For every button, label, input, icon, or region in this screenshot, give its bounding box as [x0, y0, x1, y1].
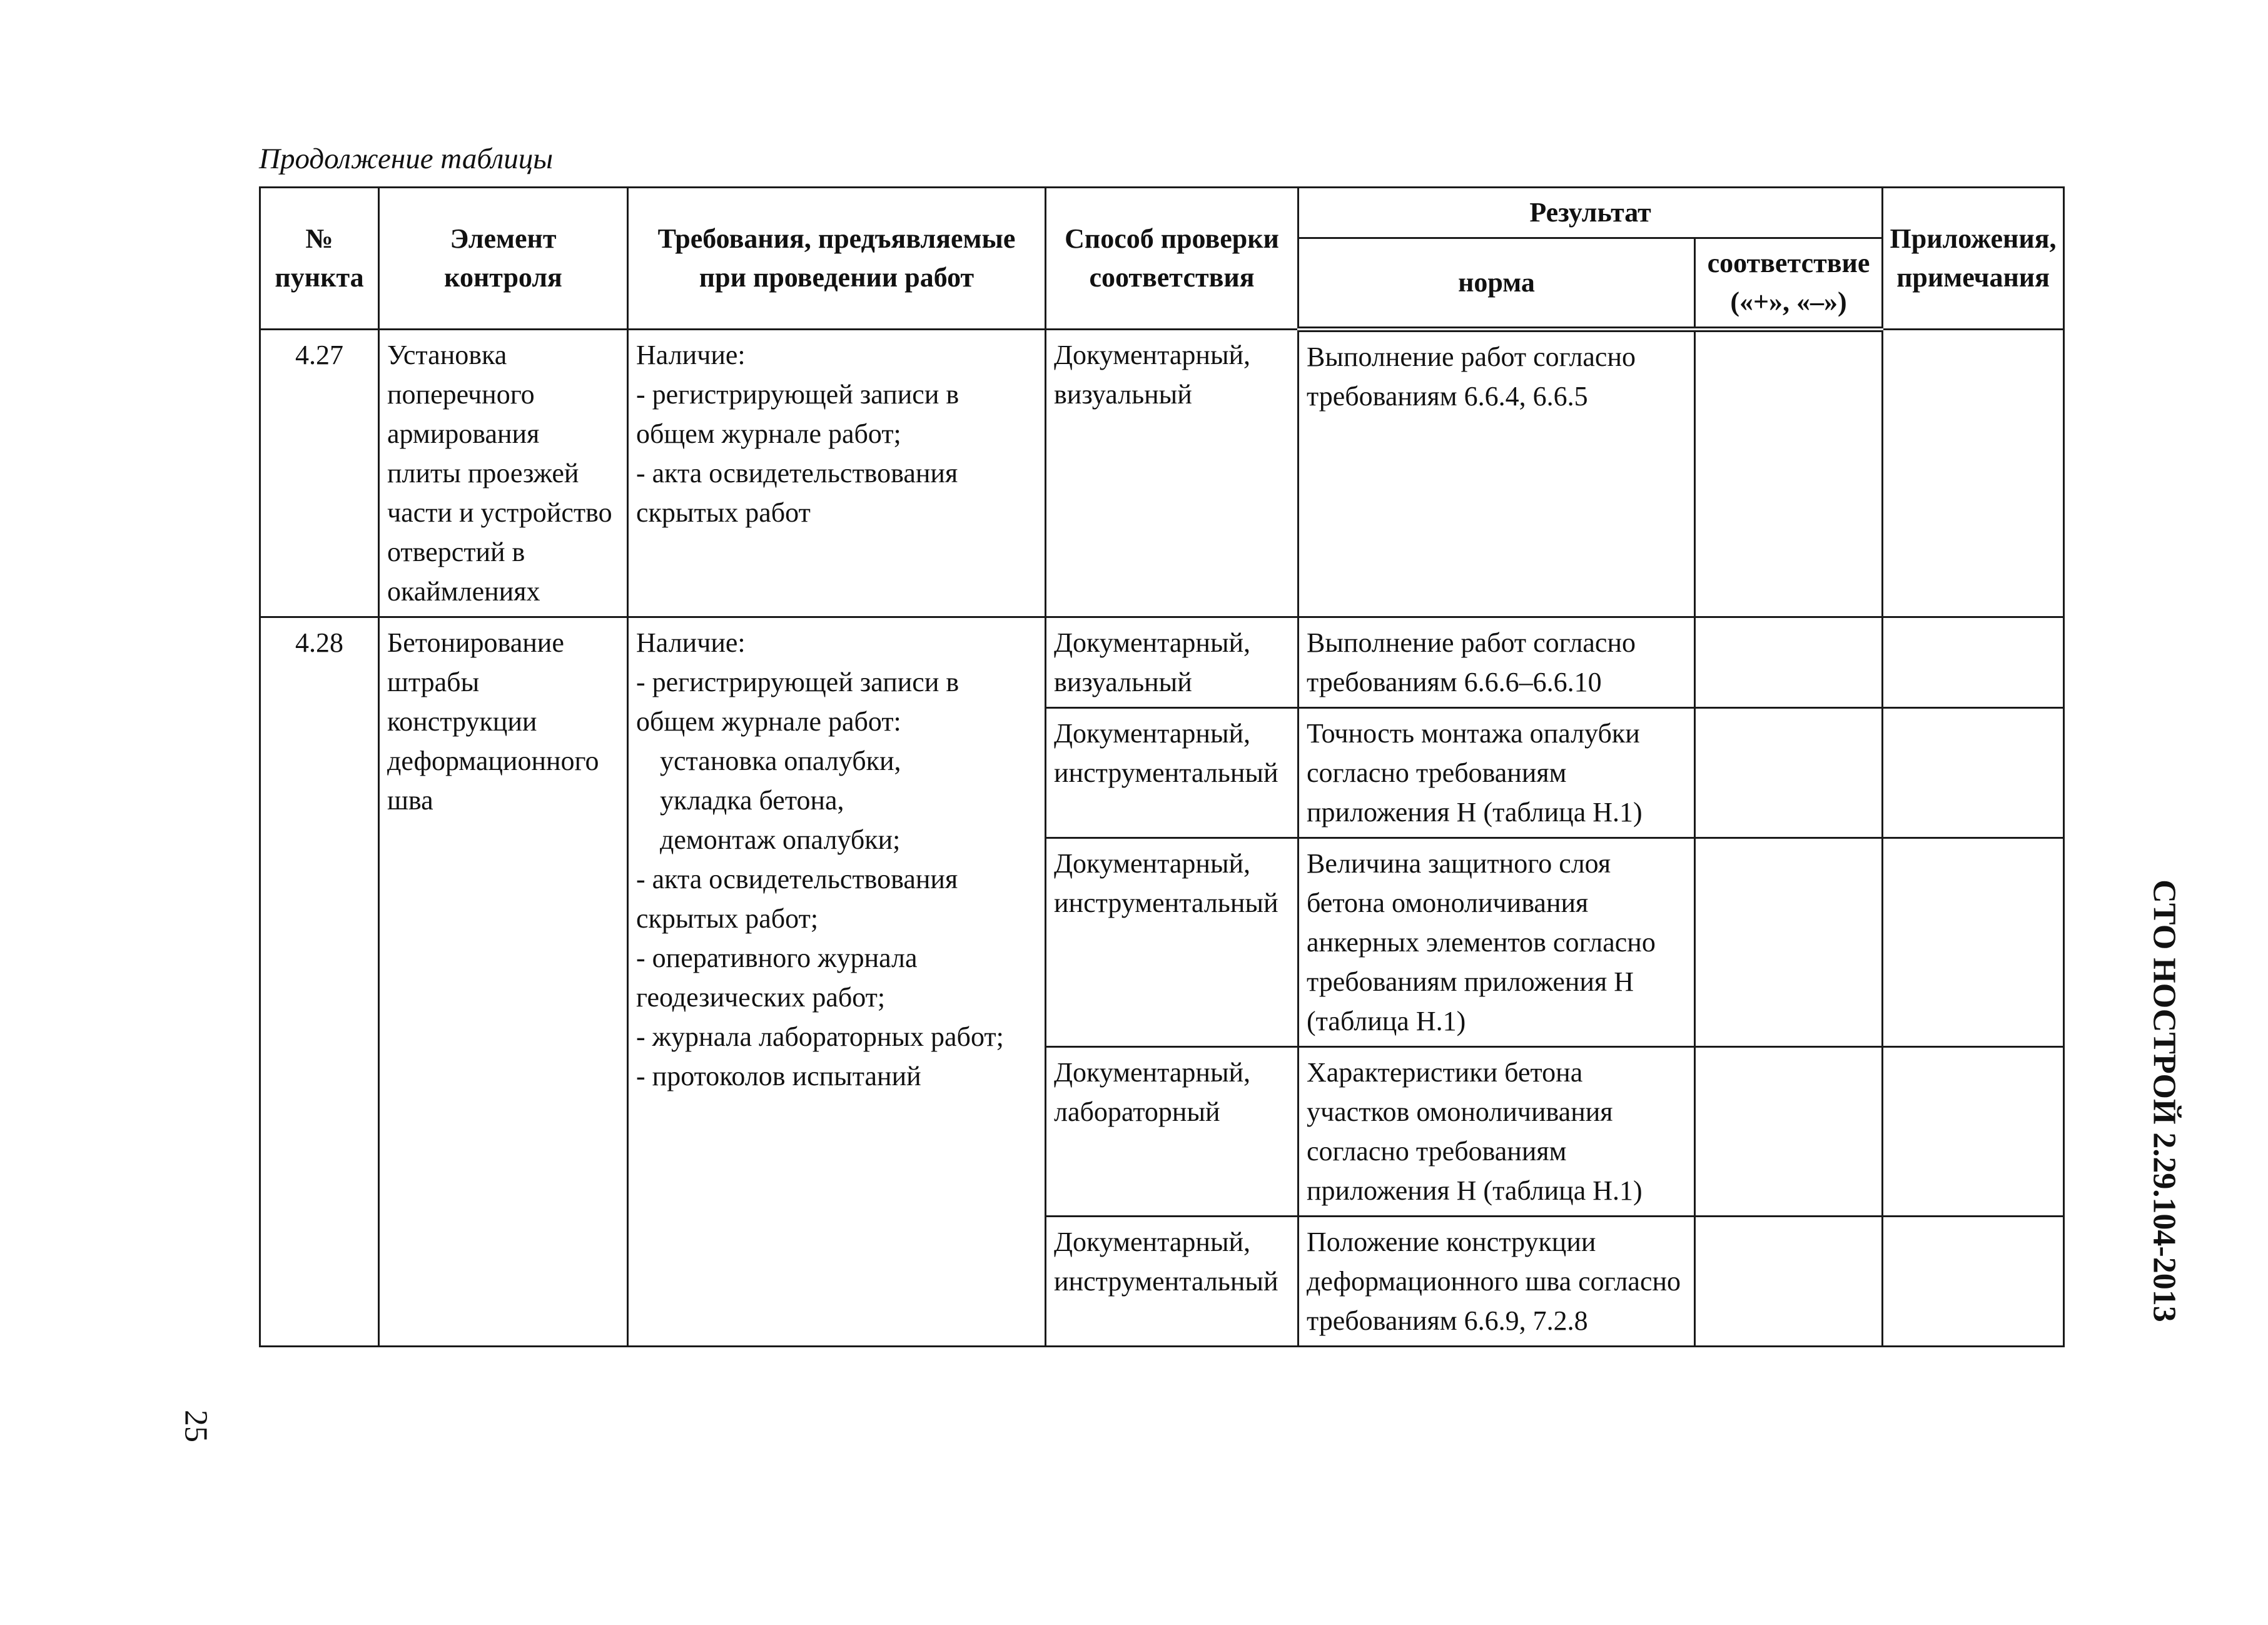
requirement-line: - оперативного журнала геодезических работ;	[636, 943, 918, 1013]
header-notes	[1883, 188, 2064, 330]
row-conformity	[1695, 617, 1883, 708]
row-conformity	[1695, 330, 1883, 617]
header-method-line: Способ проверки	[1065, 223, 1279, 254]
requirement-line: - акта освидетельствования скрытых работ;	[636, 864, 958, 934]
row-notes	[1883, 617, 2064, 708]
header-notes-line: Приложения,	[1890, 223, 2057, 254]
table-row	[260, 617, 2064, 708]
page-number	[174, 1389, 218, 1464]
header-method	[1046, 188, 1299, 330]
header-element-line: Элемент	[450, 223, 557, 254]
header-conformity-line: соответствие	[1707, 248, 1870, 278]
row-conformity	[1695, 1217, 1883, 1347]
row-number: 4.27	[260, 330, 379, 617]
header-number-line: №	[305, 223, 333, 254]
document-code-text: СТО НОСТРОЙ 2.29.104-2013	[2146, 879, 2182, 1322]
row-notes	[1883, 330, 2064, 617]
requirement-subline: установка опалубки,	[660, 746, 901, 776]
row-element: Установка поперечного армирования плиты проезжей части и устройство отверстий в окаймлениях	[379, 330, 628, 617]
row-norm: Выполнение работ согласно требованиям 6.6.4, 6.6.5	[1299, 330, 1695, 617]
row-method: Документарный, лабораторный	[1046, 1047, 1299, 1217]
table-caption: Продолжение таблицы	[259, 143, 554, 175]
requirement-line: Наличие:	[636, 627, 746, 658]
row-element: Бетонирование штрабы конструкции деформационного шва	[379, 617, 628, 1347]
row-conformity	[1695, 838, 1883, 1047]
requirement-line: - регистрирующей записи в общем журнале работ:	[636, 667, 959, 737]
row-method: Документарный, визуальный	[1046, 330, 1299, 617]
row-conformity	[1695, 1047, 1883, 1217]
requirement-line: Наличие:	[636, 340, 746, 370]
header-result: Результат	[1299, 188, 1883, 238]
row-norm: Выполнение работ согласно требованиям 6.6.6–6.6.10	[1299, 617, 1695, 708]
row-notes	[1883, 838, 2064, 1047]
header-conformity-line: («+», «–»)	[1730, 286, 1847, 317]
row-notes	[1883, 1047, 2064, 1217]
requirement-line: - протоколов испытаний	[636, 1061, 921, 1091]
header-conformity	[1695, 238, 1883, 330]
header-element-line: контроля	[444, 262, 562, 293]
requirement-subline: укладка бетона,	[660, 785, 844, 816]
row-norm: Точность монтажа опалубки согласно требованиям приложения Н (таблица Н.1)	[1299, 708, 1695, 838]
header-number	[260, 188, 379, 330]
requirement-line: - журнала лабораторных работ;	[636, 1021, 1004, 1052]
row-requirements	[628, 330, 1046, 617]
row-requirements	[628, 617, 1046, 1347]
row-method: Документарный, визуальный	[1046, 617, 1299, 708]
row-method: Документарный, инструментальный	[1046, 838, 1299, 1047]
header-method-line: соответствия	[1089, 262, 1255, 293]
row-notes	[1883, 708, 2064, 838]
row-method: Документарный, инструментальный	[1046, 1217, 1299, 1347]
header-number-line: пункта	[275, 262, 364, 293]
inspection-table	[259, 186, 2065, 1347]
row-norm: Характеристики бетона участков омоноличивания согласно требованиям приложения Н (таблица Н.1)	[1299, 1047, 1695, 1217]
row-conformity	[1695, 708, 1883, 838]
requirement-subline: демонтаж опалубки;	[660, 824, 901, 855]
requirement-line: - акта освидетельствования скрытых работ	[636, 458, 958, 528]
header-notes-line: примечания	[1896, 262, 2050, 293]
row-method: Документарный, инструментальный	[1046, 708, 1299, 838]
table-row	[260, 330, 2064, 617]
header-element	[379, 188, 628, 330]
header-requirements	[628, 188, 1046, 330]
header-norm: норма	[1299, 238, 1695, 330]
document-code	[2139, 726, 2189, 1476]
header-requirements-line: при проведении работ	[699, 262, 975, 293]
header-requirements-line: Требования, предъявляемые	[657, 223, 1016, 254]
row-notes	[1883, 1217, 2064, 1347]
row-number: 4.28	[260, 617, 379, 1347]
page-number-text: 25	[178, 1410, 214, 1442]
row-norm: Положение конструкции деформационного шва согласно требованиям 6.6.9, 7.2.8	[1299, 1217, 1695, 1347]
row-norm: Величина защитного слоя бетона омоноличивания анкерных элементов согласно требованиям приложения Н (таблица Н.1)	[1299, 838, 1695, 1047]
requirement-line: - регистрирующей записи в общем журнале работ;	[636, 379, 959, 449]
